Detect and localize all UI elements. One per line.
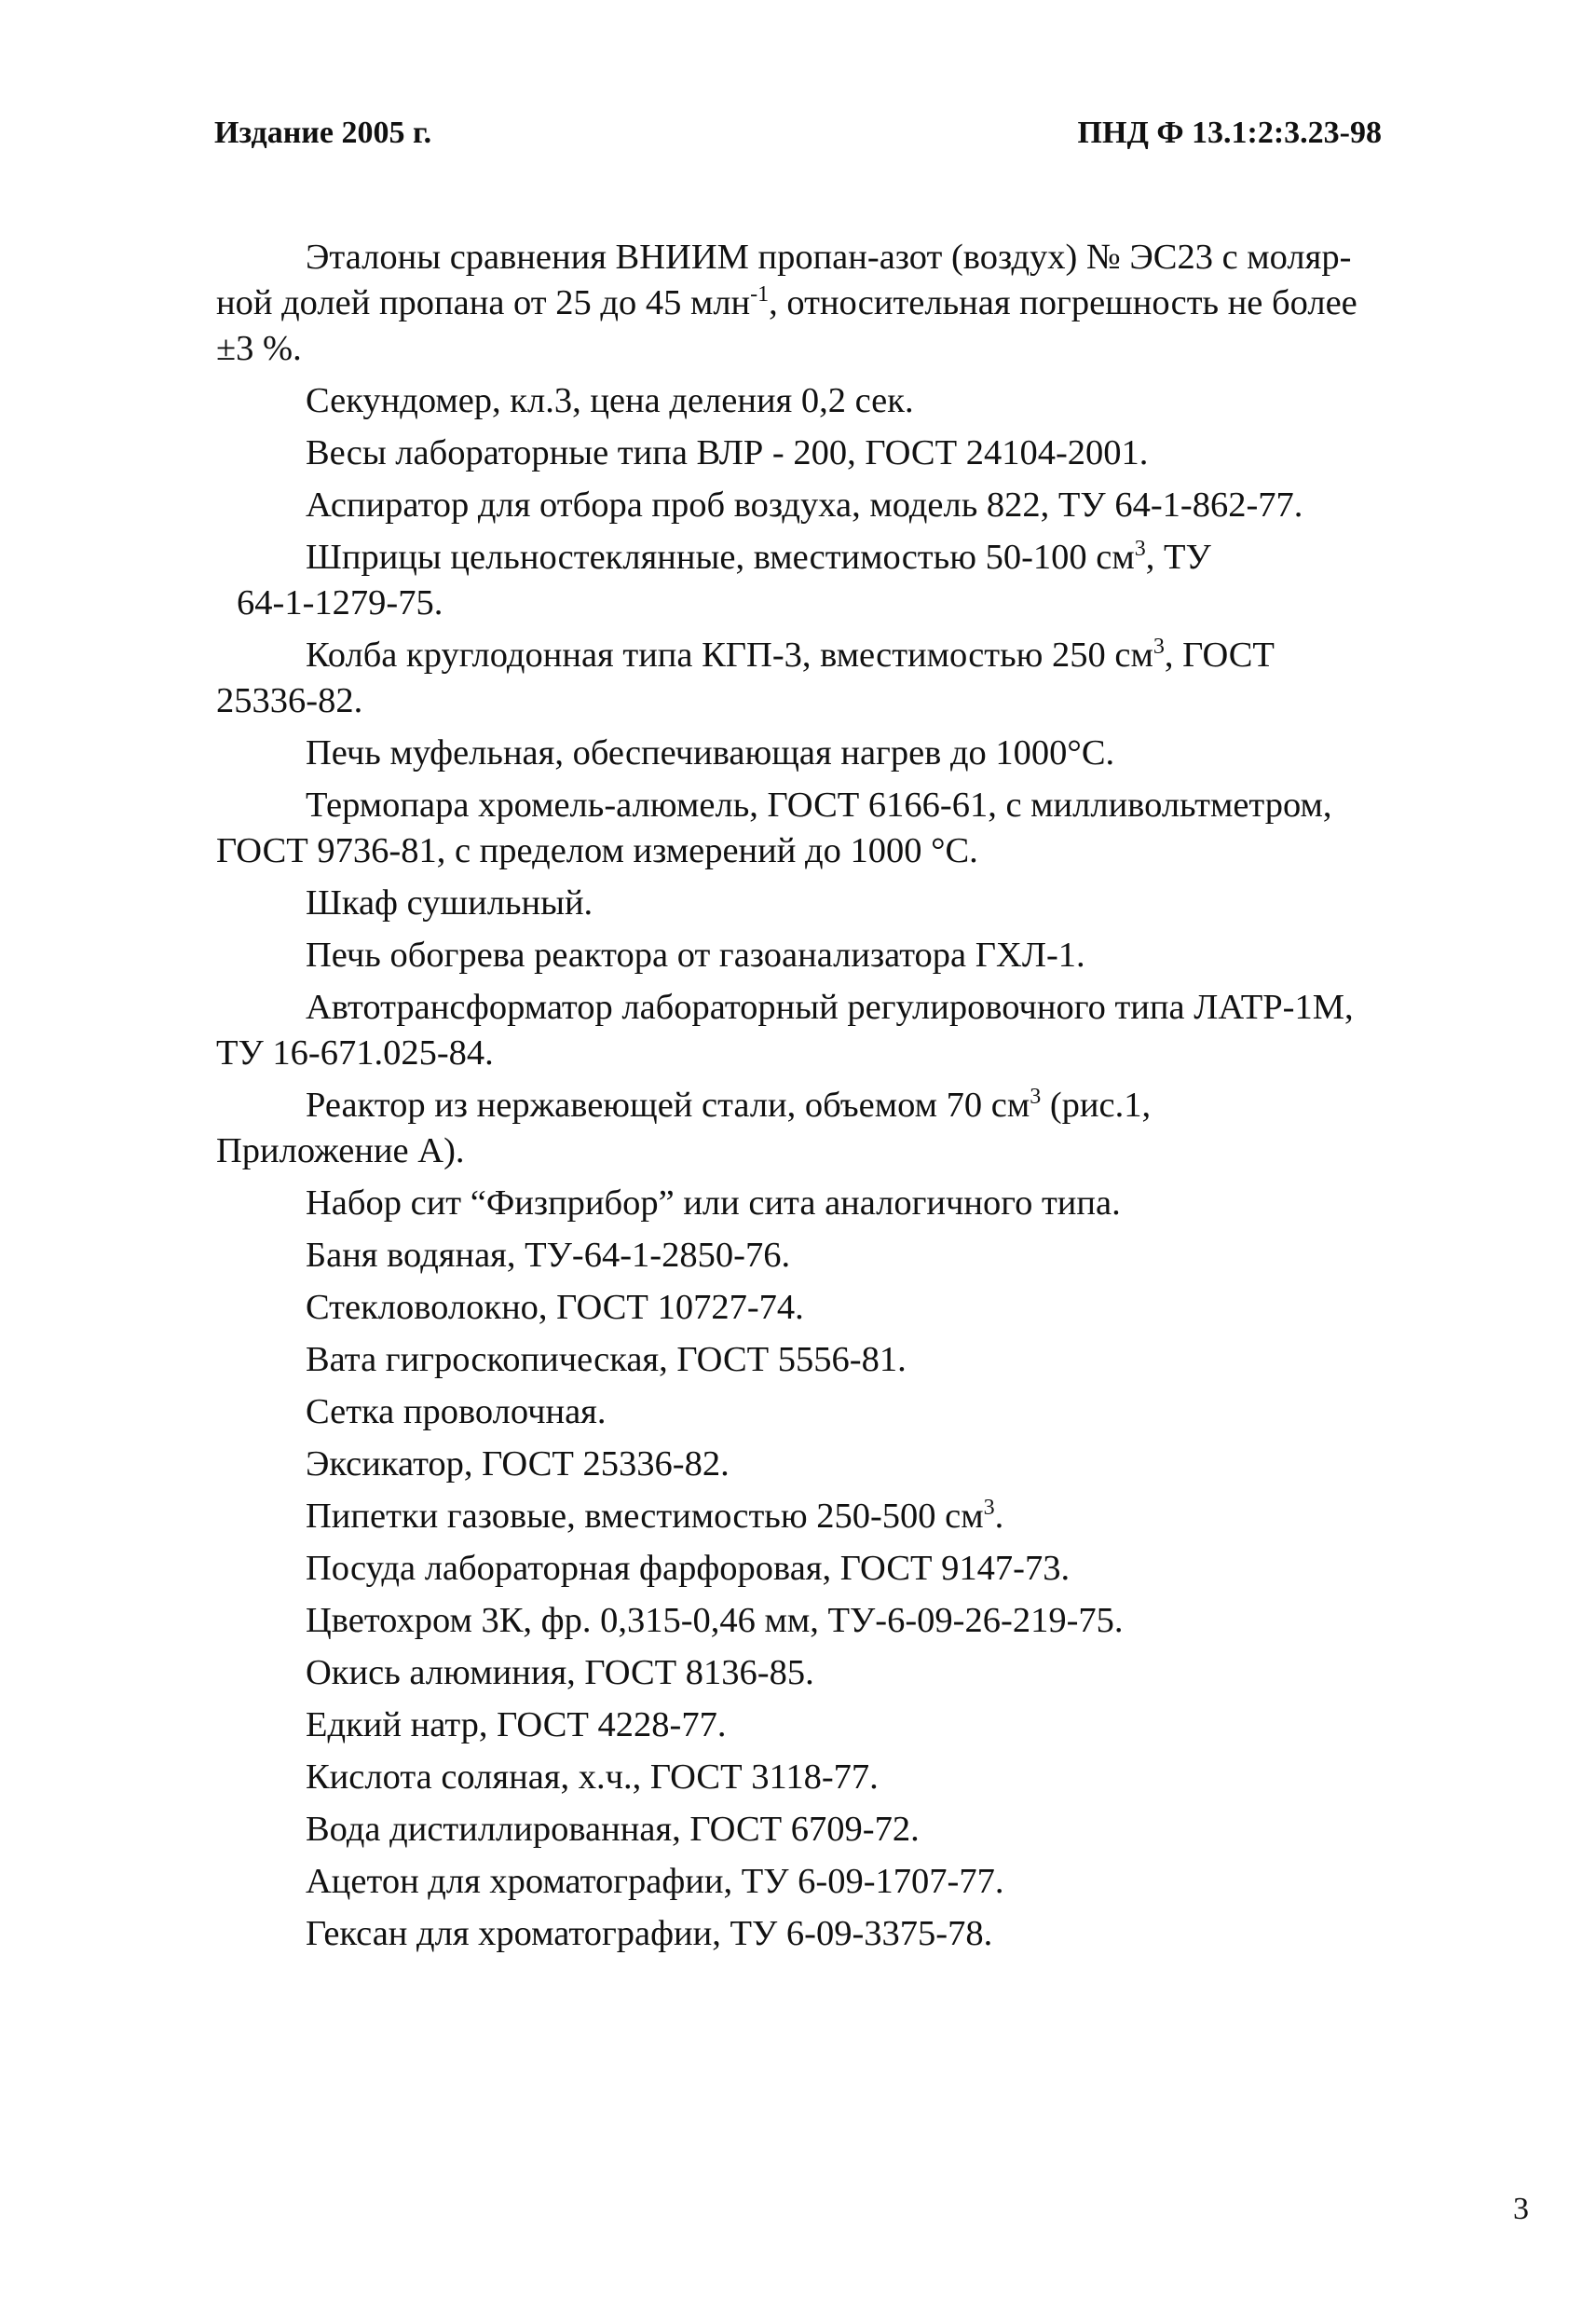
list-item-reactor: [216, 1083, 1381, 1174]
list-item-water-bath: Баня водяная, ТУ-64-1-2850-76.: [306, 1236, 791, 1275]
list-item-autotransformer: [216, 985, 1381, 1076]
item-line: 64-1-1279-75.: [237, 583, 443, 622]
item-line: [216, 280, 1381, 326]
list-item-sieves: Набор сит “Физприбор” или сита аналогичного типа.: [306, 1183, 1121, 1223]
list-item-reference-standards: [216, 235, 1381, 372]
item-line: Термопара хромель-алюмель, ГОСТ 6166-61, с милливольтметром,: [306, 786, 1332, 825]
page-number: 3: [1513, 2192, 1529, 2226]
superscript: 3: [1030, 1085, 1042, 1110]
item-line: [216, 535, 1381, 581]
item-text: Колба круглодонная типа КГП-3, вместимостью 250 см: [306, 636, 1153, 675]
item-line: Приложение А).: [216, 1131, 465, 1170]
list-item-wire-mesh: Сетка проволочная.: [306, 1392, 607, 1431]
document-code: ПНД Ф 13.1:2:3.23-98: [1077, 116, 1382, 150]
list-item-drying-cabinet: Шкаф сушильный.: [306, 883, 593, 923]
list-item-alumina: Окись алюминия, ГОСТ 8136-85.: [306, 1653, 814, 1692]
item-line: ±3 %.: [216, 329, 302, 368]
item-line: [216, 633, 1381, 678]
item-text: , относительная погрешность не более: [769, 283, 1357, 322]
superscript: 3: [1153, 635, 1165, 660]
item-text: .: [994, 1497, 1004, 1536]
list-item-thermocouple: [216, 783, 1381, 874]
list-item-aspirator: Аспиратор для отбора проб воздуха, модель 822, ТУ 64-1-862-77.: [306, 485, 1303, 525]
item-line: [216, 1083, 1381, 1128]
item-line: ГОСТ 9736-81, с пределом измерений до 1000 °С.: [216, 831, 978, 870]
list-item-distilled-water: Вода дистиллированная, ГОСТ 6709-72.: [306, 1810, 920, 1849]
item-text: Пипетки газовые, вместимостью 250-500 см: [306, 1497, 984, 1536]
item-text: , ГОСТ: [1164, 636, 1275, 675]
list-item-chromaton: Цветохром 3К, фр. 0,315-0,46 мм, ТУ-6-09-26-219-75.: [306, 1601, 1124, 1640]
superscript: 3: [983, 1496, 995, 1521]
item-text: ной долей пропана от 25 до 45 млн: [216, 283, 751, 322]
list-item-hydrochloric-acid: Кислота соляная, х.ч., ГОСТ 3118-77.: [306, 1757, 879, 1797]
list-item-sodium-hydroxide: Едкий натр, ГОСТ 4228-77.: [306, 1705, 727, 1744]
list-item-cotton-wool: Вата гигроскопическая, ГОСТ 5556-81.: [306, 1340, 907, 1379]
item-line: Эталоны сравнения ВНИИМ пропан-азот (воздух) № ЭС23 с моляр-: [306, 238, 1352, 277]
list-item-glass-fiber: Стекловолокно, ГОСТ 10727-74.: [306, 1288, 804, 1327]
superscript: 3: [1134, 537, 1146, 562]
item-line: Автотрансформатор лабораторный регулировочного типа ЛАТР-1М,: [306, 988, 1354, 1027]
list-item-desiccator: Эксикатор, ГОСТ 25336-82.: [306, 1444, 730, 1484]
list-item-acetone: Ацетон для хроматографии, ТУ 6-09-1707-77.: [306, 1862, 1004, 1901]
superscript: -1: [750, 282, 770, 308]
item-line: 25336-82.: [216, 681, 363, 720]
list-item-scales: Весы лабораторные типа ВЛР - 200, ГОСТ 24104-2001.: [306, 433, 1149, 472]
list-item-gas-pipettes: [216, 1494, 1381, 1539]
list-item-stopwatch: Секундомер, кл.3, цена деления 0,2 сек.: [306, 381, 914, 420]
list-item-muffle-furnace: Печь муфельная, обеспечивающая нагрев до 1000°С.: [306, 733, 1115, 773]
item-text: Реактор из нержавеющей стали, объемом 70 см: [306, 1086, 1030, 1125]
equipment-list: [216, 235, 1381, 1963]
item-text: (рис.1,: [1041, 1086, 1152, 1125]
item-line: ТУ 16-671.025-84.: [216, 1033, 494, 1073]
item-text: Шприцы цельностеклянные, вместимостью 50-100 см: [306, 538, 1135, 577]
list-item-porcelain-ware: Посуда лабораторная фарфоровая, ГОСТ 9147-73.: [306, 1549, 1071, 1588]
edition-label: Издание 2005 г.: [214, 116, 432, 150]
item-text: , ТУ: [1145, 538, 1211, 577]
list-item-syringes: [216, 535, 1381, 626]
list-item-flask: [216, 633, 1381, 724]
list-item-reactor-heater: Печь обогрева реактора от газоанализатора ГХЛ-1.: [306, 936, 1085, 975]
list-item-hexane: Гексан для хроматографии, ТУ 6-09-3375-78.: [306, 1914, 993, 1953]
